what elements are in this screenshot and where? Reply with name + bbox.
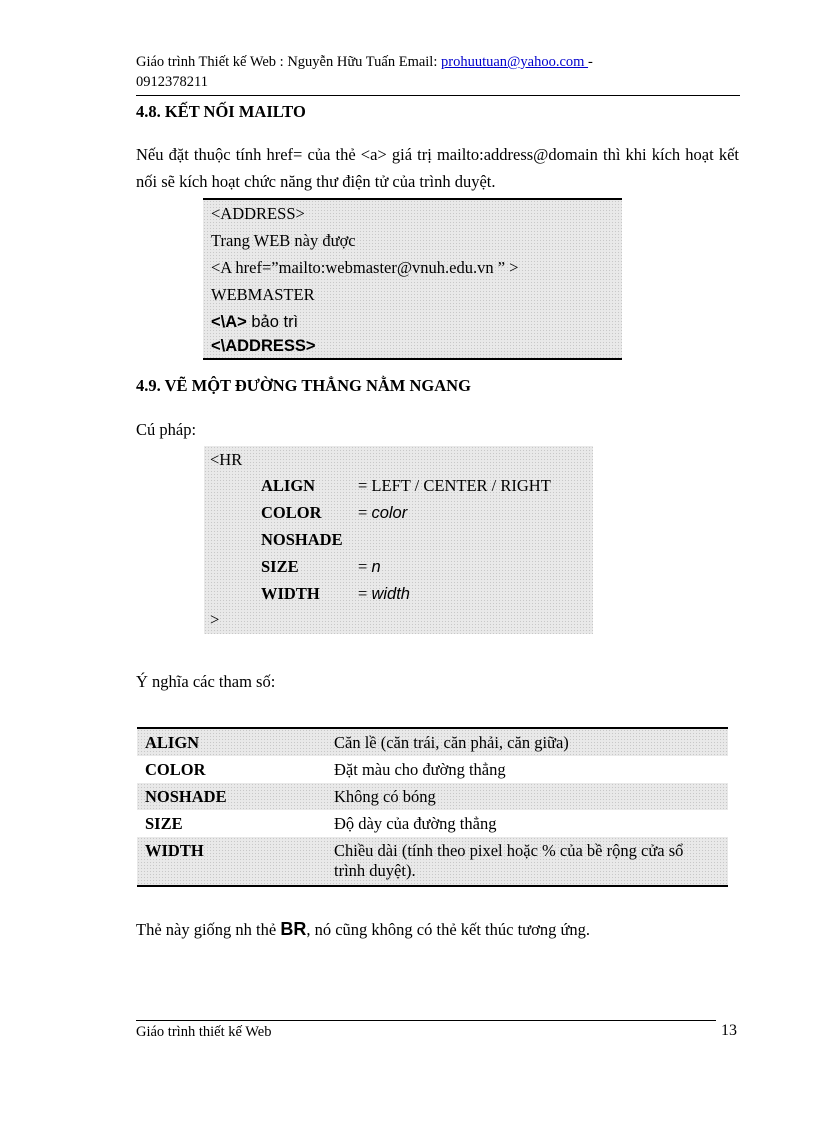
table-row [137, 729, 728, 756]
param-name: NOSHADE [145, 786, 227, 806]
param-name: ALIGN [145, 732, 200, 752]
table-row [137, 783, 728, 810]
table-row [137, 810, 728, 837]
syntax-attr: COLOR [261, 503, 322, 522]
param-desc: Chiều dài (tính theo pixel hoặc % của bề rộng cửa sổ trình duyệt). [334, 841, 684, 880]
note-after: , nó cũng không có thẻ kết thúc tương ứng. [306, 920, 591, 939]
syntax-value: = color [358, 503, 408, 522]
code-line: WEBMASTER [211, 285, 315, 304]
syntax-value: = width [358, 584, 410, 603]
header-text: Giáo trình Thiết kế Web : Nguyễn Hữu Tuấn Email: [136, 54, 441, 70]
syntax-attr: SIZE [261, 557, 299, 576]
header-dash: - [588, 54, 593, 70]
syntax-attr: NOSHADE [261, 530, 343, 549]
section-4-8-paragraph: Nếu đặt thuộc tính href= của thẻ <a> giá trị mailto:address@domain thì khi kích hoạt kết nối sẽ kích hoạt chức năng thư điện tử của trình duyệt. [136, 145, 739, 191]
syntax-label: Cú pháp: [136, 420, 197, 439]
syntax-close: > [210, 610, 220, 629]
syntax-value: = n [358, 557, 381, 576]
syntax-value: = LEFT / CENTER / RIGHT [358, 476, 551, 495]
syntax-attr: ALIGN [261, 476, 316, 495]
syntax-attr: WIDTH [261, 584, 320, 603]
params-label: Ý nghĩa các tham số: [136, 672, 276, 691]
params-table [137, 727, 728, 887]
mailto-code-box [203, 198, 622, 360]
section-4-8-title: 4.8. KẾT NỐI MAILTO [136, 102, 306, 121]
syntax-open: <HR [210, 450, 243, 469]
code-line: <\ADDRESS> [211, 337, 316, 355]
page-header [136, 52, 740, 92]
code-text: bảo trì [246, 313, 299, 331]
param-desc: Căn lề (căn trái, căn phải, căn giữa) [334, 732, 569, 752]
param-desc: Độ dày của đường thẳng [334, 813, 497, 833]
header-email-link[interactable]: prohuutuan@yahoo.com [441, 54, 589, 70]
param-name: SIZE [145, 813, 183, 833]
param-name: COLOR [145, 759, 206, 779]
param-desc: Đặt màu cho đường thẳng [334, 759, 506, 779]
header-divider [136, 95, 740, 96]
note-tag: BR [280, 919, 307, 939]
section-4-9-title: 4.9. VẼ MỘT ĐƯỜNG THẲNG NẰM NGANG [136, 376, 471, 395]
hr-note [136, 916, 739, 943]
param-desc: Không có bóng [334, 786, 436, 806]
param-name: WIDTH [145, 841, 204, 860]
header-phone: 0912378211 [136, 74, 208, 90]
footer-title: Giáo trình thiết kế Web [136, 1024, 272, 1040]
code-close-a-tag: <\A> [211, 313, 247, 331]
table-row [137, 756, 728, 783]
note-before: Thẻ này giống nh thẻ [136, 920, 281, 939]
code-line: <A href=”mailto:webmaster@vnuh.edu.vn ” > [211, 258, 519, 277]
table-row [137, 837, 728, 885]
code-line: <ADDRESS> [211, 204, 305, 223]
code-line [211, 312, 298, 332]
code-line: Trang WEB này được [211, 231, 356, 250]
hr-syntax-box [204, 446, 593, 634]
page-number: 13 [721, 1022, 737, 1039]
footer-divider [136, 1020, 716, 1021]
